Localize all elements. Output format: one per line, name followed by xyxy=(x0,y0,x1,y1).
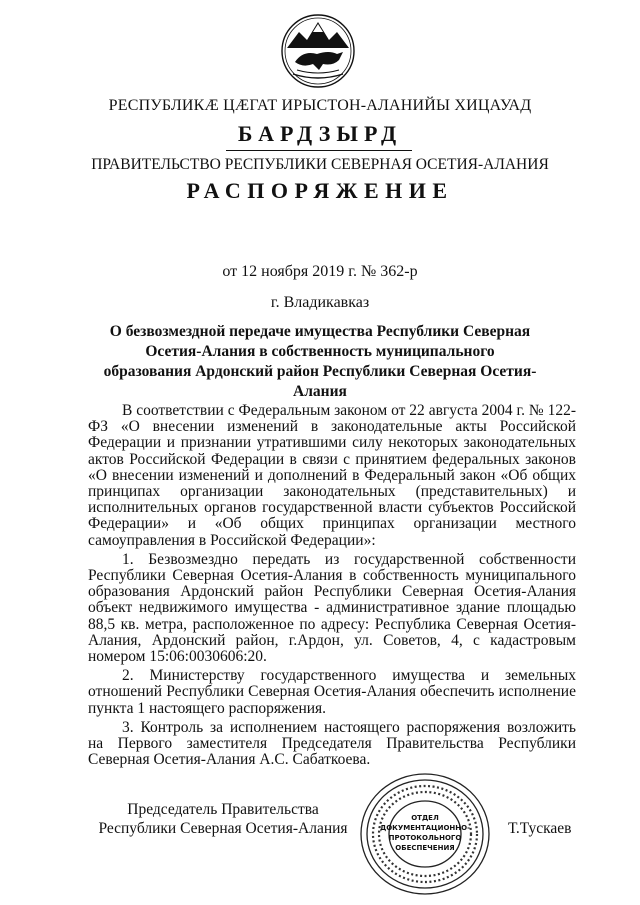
document-date-number: от 12 ноября 2019 г. № 362-р xyxy=(222,263,418,280)
russian-document-type: РАСПОРЯЖЕНИЕ xyxy=(186,178,454,203)
coat-of-arms-emblem xyxy=(273,10,363,92)
item-1-paragraph: 1. Безвозмездно передать из государственной собственности Республики Северная Осетия-Алания в собственность муниципального образования Ардонский район Республики Северная Осетия-Алания объект недвижимого имущества - административное здание площадью 88,5 кв. метра, расположенное по адресу: Республика Северная Осетия-Алания, Ардонский район, г.Ардон, ул. Советов, 4, с кадастровым номером 15:06:0030606:20. xyxy=(88,550,576,666)
signatory-position-line-2: Республики Северная Осетия-Алания xyxy=(98,820,348,837)
signatory-name: Т.Тускаев xyxy=(508,820,572,837)
stamp-line-3: ПРОТОКОЛЬНОГО xyxy=(388,834,462,842)
document-city: г. Владикавказ xyxy=(270,294,370,311)
russian-government-name: ПРАВИТЕЛЬСТВО РЕСПУБЛИКИ СЕВЕРНАЯ ОСЕТИЯ-АЛАНИЯ xyxy=(91,156,549,173)
official-stamp-seal xyxy=(356,770,494,898)
item-3-paragraph: 3. Контроль за исполнением настоящего распоряжения возложить на Первого заместителя Председателя Правительства Республики Северная Осетия-Алания А.С. Сабаткоева. xyxy=(88,718,576,769)
document-subject: О безвозмездной передаче имущества Республики Северная Осетия-Алания в собственность муниципального образования Ардонский район Республики Северная Осетия-Алания xyxy=(103,323,537,400)
document-body xyxy=(88,403,576,771)
stamp-line-2: ДОКУМЕНТАЦИОННО- xyxy=(380,824,470,832)
header-divider xyxy=(226,150,412,151)
item-2-paragraph: 2. Министерству государственного имущества и земельных отношений Республики Северная Осетия-Алания обеспечить исполнение пункта 1 настоящего распоряжения. xyxy=(88,667,576,717)
stamp-line-4: ОБЕСПЕЧЕНИЯ xyxy=(395,844,455,852)
ossetian-government-name: РЕСПУБЛИКÆ ЦÆГАТ ИРЫСТОН-АЛАНИЙЫ ХИЦАУАД xyxy=(108,97,532,114)
signatory-position-line-1: Председатель Правительства xyxy=(127,801,319,818)
signatory-position xyxy=(88,800,358,838)
stamp-line-1: ОТДЕЛ xyxy=(411,814,439,822)
preamble-paragraph: В соответствии с Федеральным законом от 22 августа 2004 г. № 122-ФЗ «О внесении изменений в законодательные акты Российской Федерации и признании утратившими силу некоторых законодательных актов Российской Федерации в связи с принятием федеральных законов «О внесении изменений и дополнений в Федеральный закон «Об общих принципах организации законодательных (представительных) и исполнительных органов государственной власти субъектов Российской Федерации» и «Об общих принципах организации местного самоуправления в Российской Федерации»: xyxy=(88,402,576,549)
ossetian-document-type: БАРДЗЫРД xyxy=(237,121,403,146)
